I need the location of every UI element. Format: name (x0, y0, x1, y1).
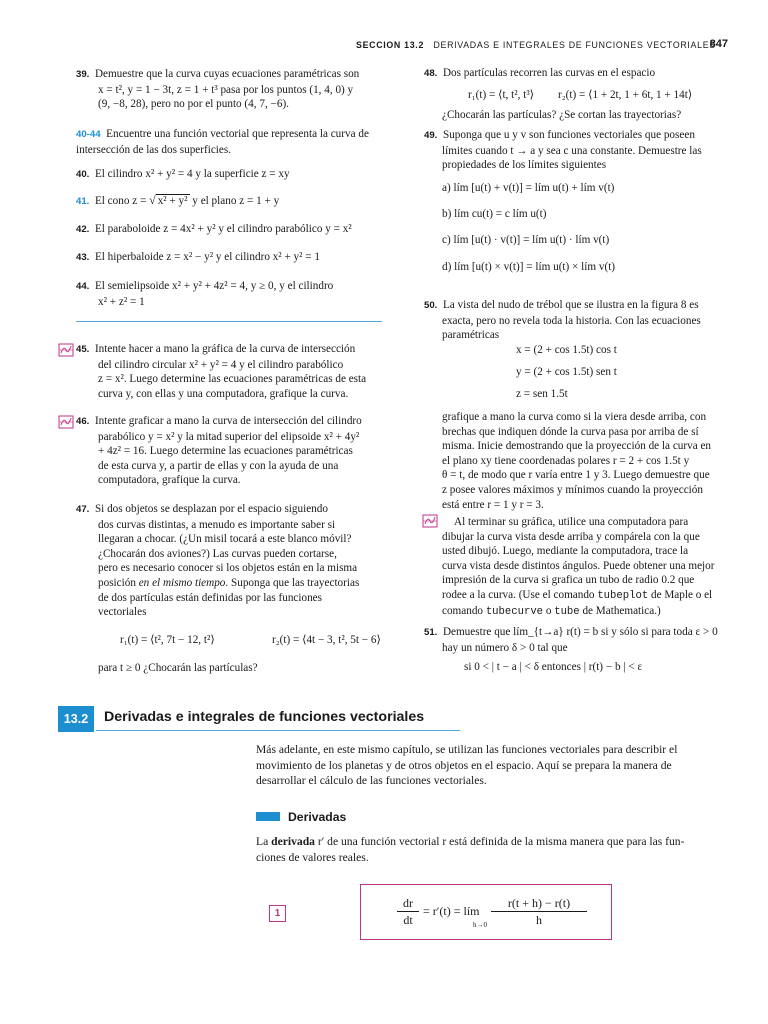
text-line: Demuestre que la curva cuyas ecuaciones paramétricas son (94, 68, 360, 80)
exercise-39 (76, 67, 386, 112)
page-number: 847 (709, 38, 728, 50)
text-line: y el plano z = 1 + y (189, 195, 280, 207)
section-heading (58, 706, 708, 732)
exercise-48 (424, 66, 724, 82)
equation-tag: 1 (269, 905, 286, 922)
derivative-definition-box (360, 884, 612, 940)
exercise-number: 40-44 (76, 129, 101, 140)
text-line: El paraboloide z = 4x² + y² y el cilindro parabólico y = x² (94, 223, 352, 235)
exercise-number: 39. (76, 69, 90, 80)
text-line: Demuestre que lím_{t→a} r(t) = b si y sólo si para toda ε > 0 (442, 626, 718, 638)
code-command: tube (554, 605, 580, 618)
denominator: dt (403, 913, 413, 927)
text-line: de esta curva y, a partir de ellas y con la ayuda de una (98, 459, 339, 472)
exercise-43 (76, 250, 386, 266)
equation-r1: r₁(t) = ⟨t², 7t − 12, t²⟩ (120, 634, 215, 646)
property-a: a) lím [u(t) + v(t)] = lím u(t) + lím v(t) (442, 182, 615, 194)
text-line: Si dos objetos se desplazan por el espacio siguiendo (94, 503, 328, 515)
text-line: exacta, pero no revela toda la historia. Con las ecuaciones (442, 314, 701, 327)
text-line: límites cuando t → a y sea c una constante. Demuestre las (442, 144, 702, 157)
section-number: 13.2 (58, 706, 94, 732)
text-line: grafique a mano la curva como si la viera desde arriba, con (442, 411, 707, 423)
text-line: (9, −8, 28), pero no por el punto (4, 7, −6). (98, 98, 289, 111)
text-line: parabólico y = x² y la mitad superior del elipsoide x² + 4y² (98, 430, 360, 443)
text-line: x = t², y = 1 − 3t, z = 1 + t³ pasa por los puntos (1, 4, 0) y (98, 83, 354, 96)
exercise-50-body-2 (442, 515, 732, 619)
text-line: está entre r = 1 y r = 3. (442, 498, 544, 511)
text-line: Encuentre una función vectorial que representa la curva de (106, 128, 369, 140)
text-line: Dos partículas recorren las curvas en el espacio (442, 67, 656, 79)
text-line: . Suponga que las trayectorias (225, 576, 360, 589)
equation-x: x = (2 + cos 1.5t) cos t (516, 344, 617, 356)
text-line: z posee valores máximos y mínimos cuando la proyección (442, 483, 703, 496)
exercise-47 (76, 502, 386, 620)
exercise-40-44-instructions (76, 127, 386, 157)
text-line: impresión de la curva si grafica un tubo de radio 0.2 que (442, 574, 695, 587)
exercise-50-body (442, 410, 732, 512)
intro-paragraph (256, 742, 726, 789)
text-line: vectoriales (98, 606, 147, 619)
exercise-number: 50. (424, 300, 438, 311)
text-line: brechas que indiquen dónde la curva pasa por arriba de sí (442, 425, 699, 438)
equation-r2: r₂(t) = ⟨4t − 3, t², 5t − 6⟩ (272, 634, 381, 646)
numerator: r(t + h) − r(t) (491, 895, 587, 912)
property-c: c) lím [u(t) · v(t)] = lím u(t) · lím v(t) (442, 234, 610, 246)
header-title: DERIVADAS E INTEGRALES DE FUNCIONES VECTORIALES (433, 40, 716, 50)
exercise-40 (76, 167, 386, 183)
subsection-title: Derivadas (288, 810, 347, 824)
exercise-number: 43. (76, 252, 90, 263)
computer-graphing-icon (58, 343, 74, 357)
exercise-number: 51. (424, 627, 438, 638)
text-line: ciones de valores reales. (256, 850, 369, 864)
text-line: curva y, con ellas y una computadora, grafique la curva. (98, 387, 349, 400)
exercise-46 (76, 414, 386, 488)
computer-graphing-icon (422, 514, 438, 528)
exercise-45 (76, 342, 386, 401)
defined-term: derivada (271, 835, 315, 848)
exercise-42 (76, 222, 386, 238)
text-line: del cilindro circular x² + y² = 4 y el cilindro parabólico (98, 358, 344, 371)
text-line: ¿Chocarán las partículas? ¿Se cortan las trayectorias? (442, 109, 682, 121)
text-line: hay un número δ > 0 tal que (442, 641, 568, 654)
text-line: desarrollar el cálculo de las funciones vectoriales. (256, 774, 487, 787)
exercise-50 (424, 298, 724, 343)
property-b: b) lím cu(t) = c lím u(t) (442, 208, 547, 220)
text-line: La vista del nudo de trébol que se ilustra en la figura 8 es (442, 299, 699, 311)
text-line: llegaran a chocar. (¿Un misil tocará a este blanco móvil? (98, 533, 352, 546)
text-line: el plano xy tiene coordenadas polares r = 2 + cos 1.5t y (442, 454, 690, 467)
fraction-dr-dt (397, 895, 419, 928)
text-line: computadora, grafique la curva. (98, 474, 241, 487)
text-line: comando (442, 604, 486, 617)
exercise-51 (424, 625, 734, 655)
property-d: d) lím [u(t) × v(t)] = lím u(t) × lím v(t) (442, 261, 616, 273)
header-section: SECCION 13.2 (356, 40, 425, 50)
text-line: Intente graficar a mano la curva de intersección del cilindro (94, 415, 362, 427)
fraction-difference-quotient (491, 895, 587, 928)
exercise-number: 41. (76, 196, 90, 207)
condition: si 0 < | t − a | < δ entonces | r(t) − b | < ε (464, 661, 643, 673)
numerator: dr (397, 895, 419, 912)
text-line: para t ≥ 0 ¿Chocarán las partículas? (98, 662, 258, 674)
exercise-number: 46. (76, 416, 90, 427)
exercise-number: 45. (76, 344, 90, 355)
formula-middle: = r′(t) = lím (423, 904, 480, 918)
equation-r1: r₁(t) = ⟨t, t², t³⟩ (468, 89, 535, 101)
text-line: posición (98, 576, 139, 589)
exercise-44 (76, 279, 386, 309)
exercise-number: 40. (76, 169, 90, 180)
text-line: Más adelante, en este mismo capítulo, se utilizan las funciones vectoriales para describir el (256, 743, 678, 756)
text-line: z = x². Luego determine las ecuaciones paramétricas de esta (98, 373, 367, 386)
text-line: Intente hacer a mano la gráfica de la curva de intersección (94, 343, 356, 355)
section-rule (96, 730, 460, 731)
text-line: Al terminar su gráfica, utilice una computadora para (454, 516, 689, 528)
text-line: de dos partículas están definidas por las funciones (98, 591, 322, 604)
text-line: La (256, 835, 272, 848)
divider (76, 321, 382, 322)
text-line: r′ de una función vectorial r está definida de la misma manera que para las fun- (314, 835, 685, 848)
subsection-marker (256, 812, 280, 821)
equation-y: y = (2 + cos 1.5t) sen t (516, 366, 617, 378)
definition-paragraph (256, 834, 726, 865)
emphasis: en el mismo tiempo (138, 576, 226, 589)
text-line: o (543, 604, 555, 617)
limit-subscript: h→0 (473, 921, 487, 929)
text-line: pero es necesario conocer si los objetos están en la misma (98, 562, 358, 575)
text-line: El cilindro x² + y² = 4 y la superficie z = xy (94, 168, 290, 180)
text-line: El hiperbaloide z = x² − y² y el cilindro x² + y² = 1 (94, 251, 321, 263)
code-command: tubecurve (485, 605, 544, 618)
exercise-number: 48. (424, 68, 438, 79)
code-command: tubeplot (597, 589, 649, 602)
exercise-number: 47. (76, 504, 90, 515)
text-line: curva vista desde distintos ángulos. Puede obtener una mejor (442, 559, 715, 572)
text-line: de Maple o el (648, 588, 713, 601)
text-line: El cono z = (94, 195, 150, 207)
text-line: propiedades de los límites siguientes (442, 159, 607, 172)
text-line: rodee a la curva. (Use el comando (442, 588, 598, 601)
text-line: Suponga que u y v son funciones vectoriales que poseen (442, 129, 695, 141)
text-line: x² + z² = 1 (98, 295, 145, 308)
denominator: h (536, 913, 542, 927)
text-line: θ = t, de modo que r varía entre 1 y 3. Luego demuestre que (442, 469, 710, 482)
text-line: paramétricas (442, 329, 500, 342)
computer-graphing-icon (58, 415, 74, 429)
text-line: misma. Inicie demostrando que la proyección de la curva en (442, 440, 712, 453)
text-line: intersección de las dos superficies. (76, 143, 232, 156)
exercise-number: 42. (76, 224, 90, 235)
exercise-49 (424, 128, 724, 173)
equation-r2: r₂(t) = ⟨1 + 2t, 1 + 6t, 1 + 14t⟩ (558, 89, 693, 101)
text-line: usted dibujó. Luego, mediante la computadora, trace la (442, 545, 689, 558)
radicand: x² + y² (157, 195, 188, 207)
text-line: de Mathematica.) (579, 604, 661, 617)
text-line: movimiento de los planetas y de otros objetos en el espacio. Aquí se prepara la manera de (256, 758, 672, 772)
exercise-41: 41. El cono z = √ x² + y² y el plano z = 1 + y (76, 193, 280, 207)
text-line: ¿Chocarán dos aviones?) Las curvas pueden cortarse, (98, 547, 337, 560)
running-header (356, 38, 728, 52)
text-line: + 4z² = 16. Luego determine las ecuaciones paramétricas (98, 445, 353, 458)
text-line: dibujar la curva vista desde arriba y compárela con la que (442, 530, 700, 543)
exercise-number: 44. (76, 281, 90, 292)
exercise-number: 49. (424, 130, 438, 141)
text-line: El semielipsoide x² + y² + 4z² = 4, y ≥ 0, y el cilindro (94, 280, 334, 292)
section-title: Derivadas e integrales de funciones vectoriales (104, 709, 425, 725)
text-line: dos curvas distintas, a menudo es importante saber si (98, 518, 336, 531)
equation-z: z = sen 1.5t (516, 388, 568, 400)
